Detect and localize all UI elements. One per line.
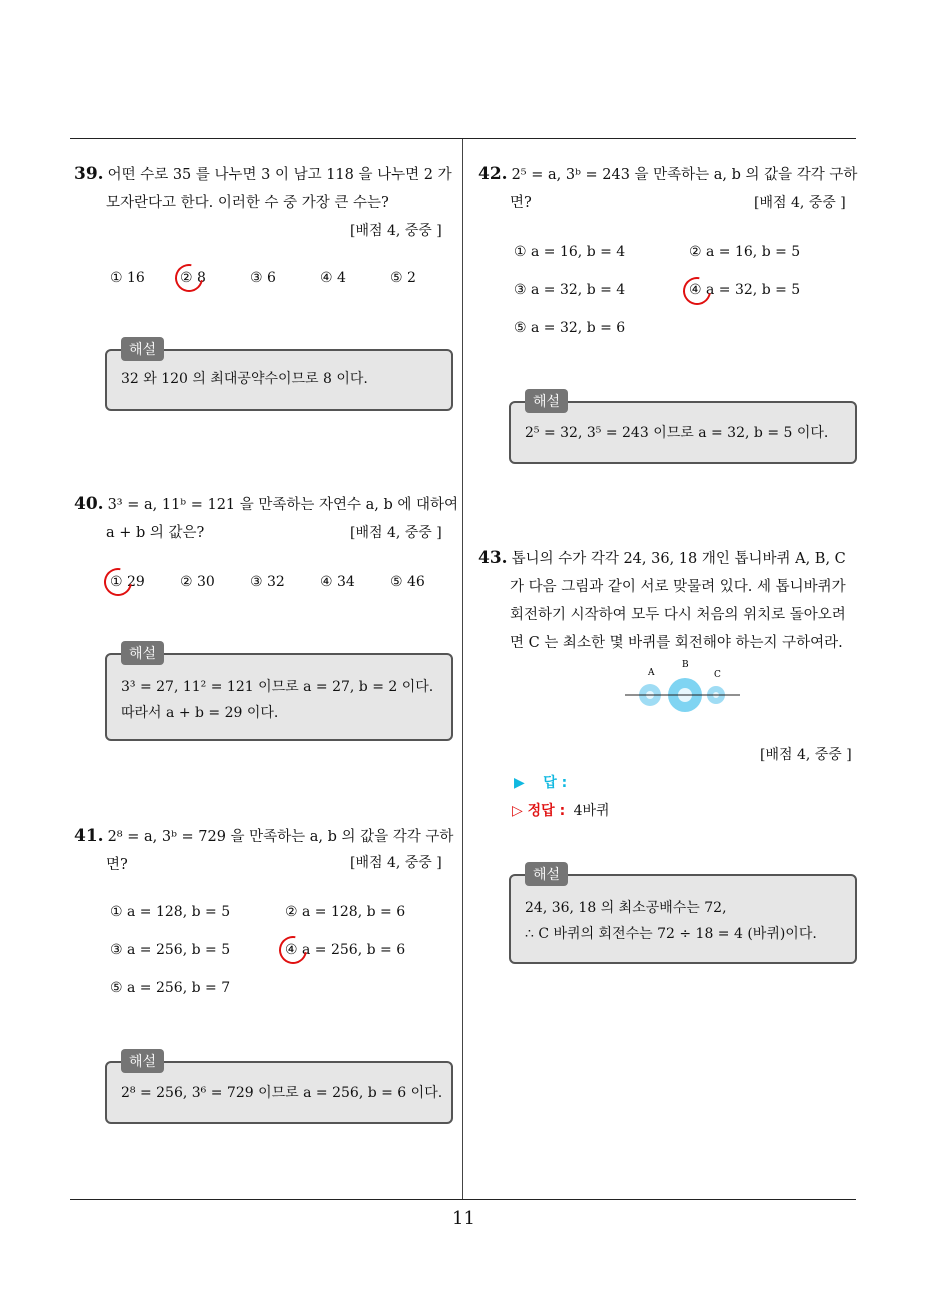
option-3[interactable]: ③ a = 256, b = 5 <box>110 942 231 958</box>
answer-mark-circle <box>170 259 209 298</box>
explanation-text: 24, 36, 18 의 최소공배수는 72, <box>525 900 727 916</box>
play-icon: ▶ <box>514 775 525 791</box>
explanation-tag: 해설 <box>525 389 568 413</box>
answer-mark-circle <box>99 563 138 602</box>
option-3[interactable]: ③ a = 32, b = 4 <box>514 282 626 298</box>
option-2[interactable]: ② 30 <box>180 574 215 590</box>
option-1[interactable]: ① 16 <box>110 270 145 286</box>
question-number: 41. <box>74 826 104 846</box>
gear-label-a: A <box>648 668 655 678</box>
question-text: 어떤 수로 35 를 나누면 3 이 남고 118 을 나누면 2 가 <box>107 167 452 183</box>
option-5[interactable]: ⑤ 2 <box>390 270 416 286</box>
column-divider <box>462 139 463 1200</box>
option-4[interactable]: ④ a = 32, b = 5 <box>689 282 801 298</box>
option-5[interactable]: ⑤ a = 32, b = 6 <box>514 320 626 336</box>
explanation-text: 3³ = 27, 11² = 121 이므로 a = 27, b = 2 이다. <box>121 679 434 695</box>
option-1[interactable]: ① a = 128, b = 5 <box>110 904 231 920</box>
question-text: 3³ = a, 11ᵇ = 121 을 만족하는 자연수 a, b 에 대하여 <box>107 497 459 513</box>
question-text: 2⁸ = a, 3ᵇ = 729 을 만족하는 a, b 의 값을 각각 구하 <box>107 829 454 845</box>
option-2[interactable]: ② a = 128, b = 6 <box>285 904 406 920</box>
correct-value: 4바퀴 <box>573 803 610 819</box>
explanation-tag: 해설 <box>121 1049 164 1073</box>
explanation-box <box>509 867 857 964</box>
option-3[interactable]: ③ 32 <box>250 574 285 590</box>
score-meta: [배점 4, 중중 ] <box>760 747 852 763</box>
score-meta: [배점 4, 중중 ] <box>350 223 442 239</box>
explanation-text: 2⁸ = 256, 3⁶ = 729 이므로 a = 256, b = 6 이다. <box>121 1085 443 1101</box>
page-number: 11 <box>452 1208 475 1229</box>
option-1[interactable]: ① a = 16, b = 4 <box>514 244 626 260</box>
option-5[interactable]: ⑤ a = 256, b = 7 <box>110 980 231 996</box>
explanation-text: ∴ C 바퀴의 회전수는 72 ÷ 18 = 4 (바퀴)이다. <box>525 926 817 942</box>
answer-mark-circle <box>678 272 717 311</box>
score-meta: [배점 4, 중중 ] <box>754 195 846 211</box>
question-43 <box>478 544 863 657</box>
gear-label-b: B <box>682 660 689 670</box>
question-text: 가 다음 그림과 같이 서로 맞물려 있다. 세 톱니바퀴가 <box>510 579 846 595</box>
explanation-box <box>105 342 453 411</box>
question-number: 42. <box>478 164 508 184</box>
answer-mark-circle <box>274 931 313 970</box>
option-4[interactable]: ④ 4 <box>320 270 346 286</box>
answer-row <box>514 772 567 792</box>
option-2[interactable]: ② 8 <box>180 270 206 286</box>
question-39 <box>74 160 459 217</box>
option-4[interactable]: ④ 34 <box>320 574 355 590</box>
question-text: 면? <box>510 195 532 211</box>
gears-svg <box>620 655 745 720</box>
question-number: 43. <box>478 548 508 568</box>
score-meta: [배점 4, 중중 ] <box>350 855 442 871</box>
correct-label: ▷ 정답 : <box>512 803 566 819</box>
explanation-box <box>509 394 857 464</box>
explanation-tag: 해설 <box>525 862 568 886</box>
explanation-tag: 해설 <box>121 641 164 665</box>
question-text: 면 C 는 최소한 몇 바퀴를 회전해야 하는지 구하여라. <box>510 635 843 651</box>
question-text: 회전하기 시작하여 모두 다시 처음의 위치로 돌아오려 <box>510 607 846 623</box>
question-number: 39. <box>74 164 104 184</box>
score-meta: [배점 4, 중중 ] <box>350 525 442 541</box>
question-text: 2⁵ = a, 3ᵇ = 243 을 만족하는 a, b 의 값을 각각 구하 <box>511 167 858 183</box>
question-text: 모자란다고 한다. 이러한 수 중 가장 큰 수는? <box>106 195 389 211</box>
option-1[interactable]: ① 29 <box>110 574 145 590</box>
explanation-text: 따라서 a + b = 29 이다. <box>121 705 279 721</box>
explanation-text: 32 와 120 의 최대공약수이므로 8 이다. <box>121 371 368 387</box>
explanation-text: 2⁵ = 32, 3⁵ = 243 이므로 a = 32, b = 5 이다. <box>525 425 829 441</box>
top-rule <box>70 138 856 139</box>
explanation-box <box>105 646 453 741</box>
explanation-tag: 해설 <box>121 337 164 361</box>
question-number: 40. <box>74 494 104 514</box>
option-3[interactable]: ③ 6 <box>250 270 276 286</box>
question-text: a + b 의 값은? <box>106 525 205 541</box>
option-4[interactable]: ④ a = 256, b = 6 <box>285 942 406 958</box>
correct-answer-row <box>512 800 610 820</box>
option-5[interactable]: ⑤ 46 <box>390 574 425 590</box>
option-2[interactable]: ② a = 16, b = 5 <box>689 244 801 260</box>
answer-label: 답 : <box>543 775 568 791</box>
gear-figure <box>620 655 745 720</box>
question-text: 톱니의 수가 각각 24, 36, 18 개인 톱니바퀴 A, B, C <box>511 551 846 567</box>
bottom-rule <box>70 1199 856 1200</box>
explanation-box <box>105 1054 453 1124</box>
question-text: 면? <box>106 857 128 873</box>
gear-label-c: C <box>714 670 721 680</box>
